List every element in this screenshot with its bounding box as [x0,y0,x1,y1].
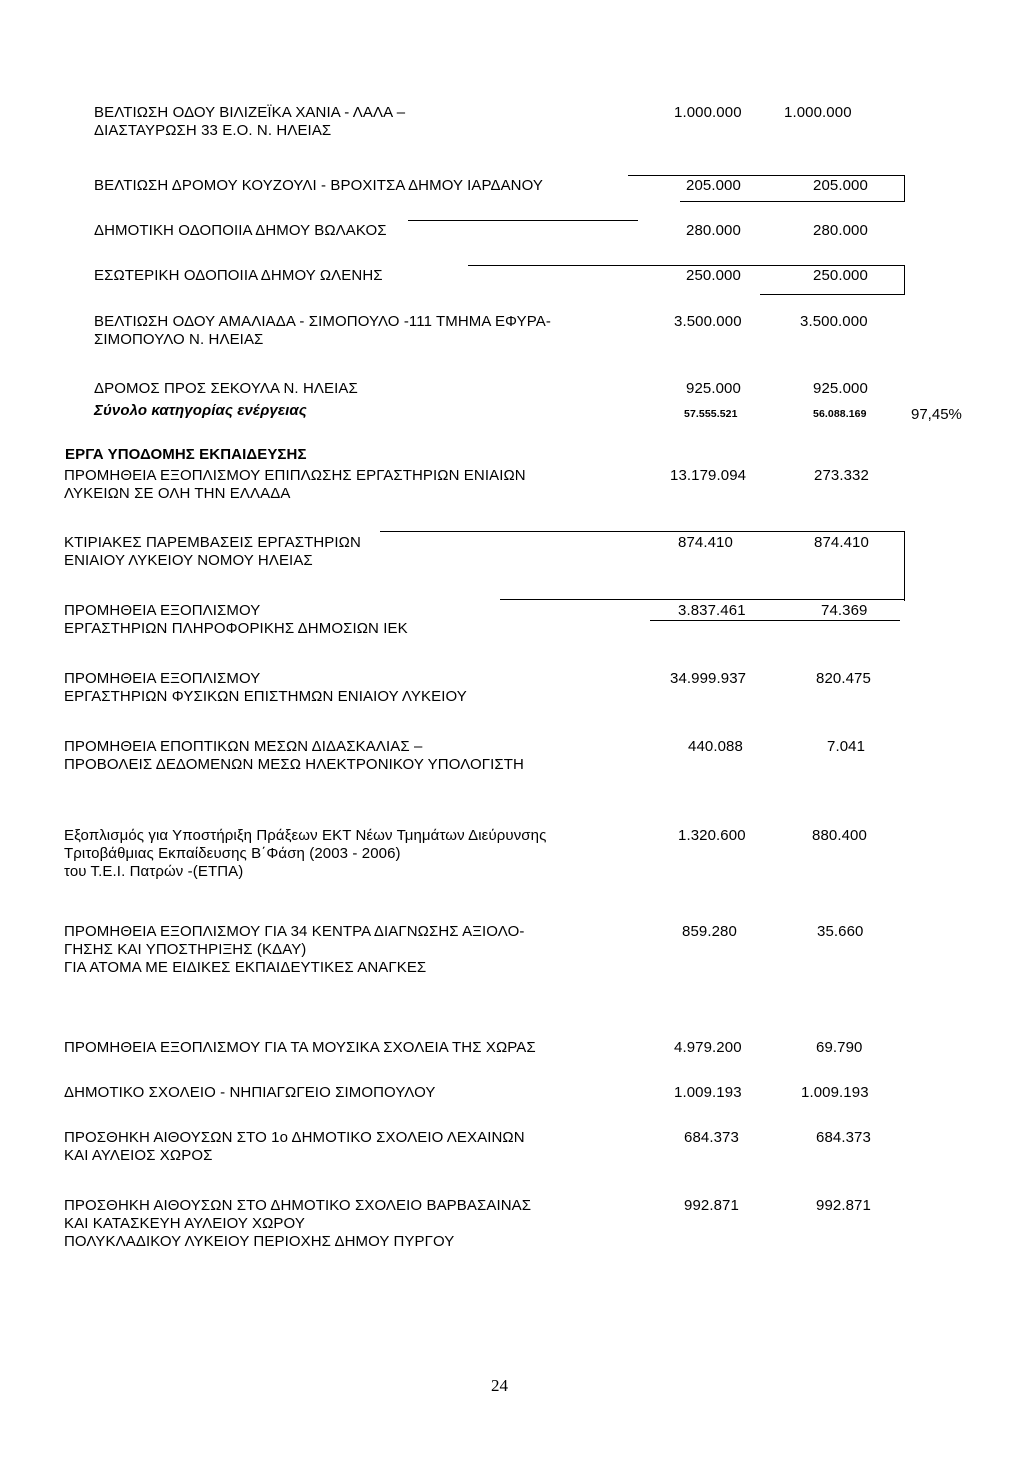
row-value-2: 1.000.000 [784,104,852,121]
row-description: ΒΕΛΤΙΩΣΗ ΟΔΟΥ ΒΙΛΙΖΕΪΚΑ ΧΑΝΙΑ - ΛΑΛΑ – ΔΙΑΣΤΑΥΡΩΣΗ 33 Ε.Ο. Ν. ΗΛΕΙΑΣ [94,104,406,139]
row-description: ΠΡΟΜΗΘΕΙΑ ΕΞΟΠΛΙΣΜΟΥ ΕΠΙΠΛΩΣΗΣ ΕΡΓΑΣΤΗΡΙΩΝ ΕΝΙΑΙΩΝ ΛΥΚΕΙΩΝ ΣΕ ΟΛΗ ΤΗΝ ΕΛΛΑΔΑ [64,467,526,502]
row-value-1: 1.000.000 [674,104,742,121]
row-value-2: 69.790 [816,1039,863,1056]
row-description: ΔΗΜΟΤΙΚΟ ΣΧΟΛΕΙΟ - ΝΗΠΙΑΓΩΓΕΙΟ ΣΙΜΟΠΟΥΛΟΥ [64,1084,436,1101]
total-value-1: 57.555.521 [684,408,738,420]
row-description: ΠΡΟΜΗΘΕΙΑ ΕΠΟΠΤΙΚΩΝ ΜΕΣΩΝ ΔΙΔΑΣΚΑΛΙΑΣ – ΠΡΟΒΟΛΕΙΣ ΔΕΔΟΜΕΝΩΝ ΜΕΣΩ ΗΛΕΚΤΡΟΝΙΚΟΥ ΥΠΟΛΟΓΙΣΤΗ [64,738,524,773]
row-description: ΕΣΩΤΕΡΙΚΗ ΟΔΟΠΟΙΙΑ ΔΗΜΟΥ ΩΛΕΝΗΣ [94,267,383,284]
row-value-2: 1.009.193 [801,1084,869,1101]
rule-line [904,265,905,295]
row-value-2: 205.000 [813,177,868,194]
rule-line [760,294,905,295]
row-value-2: 280.000 [813,222,868,239]
row-description: ΔΗΜΟΤΙΚΗ ΟΔΟΠΟΙΙΑ ΔΗΜΟΥ ΒΩΛΑΚΟΣ [94,222,387,239]
row-description: ΠΡΟΜΗΘΕΙΑ ΕΞΟΠΛΙΣΜΟΥ ΕΡΓΑΣΤΗΡΙΩΝ ΠΛΗΡΟΦΟΡΙΚΗΣ ΔΗΜΟΣΙΩΝ ΙΕΚ [64,602,408,637]
rule-line [650,620,900,621]
row-value-1: 4.979.200 [674,1039,742,1056]
rule-line [380,531,905,532]
row-value-1: 1.009.193 [674,1084,742,1101]
row-value-2: 273.332 [814,467,869,484]
row-value-1: 874.410 [678,534,733,551]
row-value-2: 684.373 [816,1129,871,1146]
row-value-2: 250.000 [813,267,868,284]
row-value-2: 3.500.000 [800,313,868,330]
rule-line [628,175,905,176]
row-value-1: 3.500.000 [674,313,742,330]
row-description: Εξοπλισμός για Υποστήριξη Πράξεων ΕΚΤ Νέων Τμημάτων Διεύρυνσης Τριτοβάθμιας Εκπαίδευσης Β΄Φάση (2003 - 2006) του Τ.Ε.Ι. Πατρών -(ΕΤΠΑ) [64,827,547,880]
rule-line [500,599,905,600]
category-percentage: 97,45% [911,406,962,423]
row-description: ΠΡΟΜΗΘΕΙΑ ΕΞΟΠΛΙΣΜΟΥ ΓΙΑ ΤΑ ΜΟΥΣΙΚΑ ΣΧΟΛΕΙΑ ΤΗΣ ΧΩΡΑΣ [64,1039,536,1056]
row-value-1: 992.871 [684,1197,739,1214]
row-value-1: 280.000 [686,222,741,239]
row-value-1: 1.320.600 [678,827,746,844]
total-value-2: 56.088.169 [813,408,867,420]
row-value-1: 13.179.094 [670,467,747,484]
row-value-2: 7.041 [827,738,866,755]
row-value-2: 992.871 [816,1197,871,1214]
row-value-1: 684.373 [684,1129,739,1146]
row-description: ΠΡΟΣΘΗΚΗ ΑΙΘΟΥΣΩΝ ΣΤΟ ΔΗΜΟΤΙΚΟ ΣΧΟΛΕΙΟ ΒΑΡΒΑΣΑΙΝΑΣ ΚΑΙ ΚΑΤΑΣΚΕΥΗ ΑΥΛΕΙΟΥ ΧΩΡΟΥ ΠΟΛΥΚΛΑΔΙΚΟΥ ΛΥΚΕΙΟΥ ΠΕΡΙΟΧΗΣ ΔΗΜΟΥ ΠΥΡΓΟΥ [64,1197,532,1250]
row-value-2: 874.410 [814,534,869,551]
rule-line [904,175,905,202]
row-value-1: 859.280 [682,923,737,940]
row-value-2: 820.475 [816,670,871,687]
row-description: ΠΡΟΜΗΘΕΙΑ ΕΞΟΠΛΙΣΜΟΥ ΓΙΑ 34 ΚΕΝΤΡΑ ΔΙΑΓΝΩΣΗΣ ΑΞΙΟΛΟ- ΓΗΣΗΣ ΚΑΙ ΥΠΟΣΤΗΡΙΞΗΣ (ΚΔΑΥ) ΓΙΑ ΑΤΟΜΑ ΜΕ ΕΙΔΙΚΕΣ ΕΚΠΑΙΔΕΥΤΙΚΕΣ ΑΝΑΓΚΕΣ [64,923,525,976]
row-value-1: 3.837.461 [678,602,746,619]
row-value-1: 250.000 [686,267,741,284]
row-value-1: 925.000 [686,380,741,397]
row-description: ΠΡΟΜΗΘΕΙΑ ΕΞΟΠΛΙΣΜΟΥ ΕΡΓΑΣΤΗΡΙΩΝ ΦΥΣΙΚΩΝ ΕΠΙΣΤΗΜΩΝ ΕΝΙΑΙΟΥ ΛΥΚΕΙΟΥ [64,670,467,705]
row-description: ΒΕΛΤΙΩΣΗ ΔΡΟΜΟΥ ΚΟΥΖΟΥΛΙ - ΒΡΟΧΙΤΣΑ ΔΗΜΟΥ ΙΑΡΔΑΝΟΥ [94,177,544,194]
row-description: ΠΡΟΣΘΗΚΗ ΑΙΘΟΥΣΩΝ ΣΤΟ 1ο ΔΗΜΟΤΙΚΟ ΣΧΟΛΕΙΟ ΛΕΧΑΙΝΩΝ ΚΑΙ ΑΥΛΕΙΟΣ ΧΩΡΟΣ [64,1129,525,1164]
row-value-2: 74.369 [821,602,868,619]
rule-line [904,531,905,601]
rule-line [408,220,638,221]
row-value-1: 205.000 [686,177,741,194]
section-heading-text: ΕΡΓΑ ΥΠΟΔΟΜΗΣ ΕΚΠΑΙΔΕΥΣΗΣ [65,446,307,463]
row-description: ΚΤΙΡΙΑΚΕΣ ΠΑΡΕΜΒΑΣΕΙΣ ΕΡΓΑΣΤΗΡΙΩΝ ΕΝΙΑΙΟΥ ΛΥΚΕΙΟΥ ΝΟΜΟΥ ΗΛΕΙΑΣ [64,534,361,569]
row-description: ΔΡΟΜΟΣ ΠΡΟΣ ΣΕΚΟΥΛΑ Ν. ΗΛΕΙΑΣ [94,380,358,397]
rule-line [468,265,905,266]
page-number: 24 [491,1376,508,1395]
row-value-1: 440.088 [688,738,743,755]
row-value-2: 925.000 [813,380,868,397]
row-description: ΒΕΛΤΙΩΣΗ ΟΔΟΥ ΑΜΑΛΙΑΔΑ - ΣΙΜΟΠΟΥΛΟ -111 ΤΜΗΜΑ ΕΦΥΡΑ- ΣΙΜΟΠΟΥΛΟ Ν. ΗΛΕΙΑΣ [94,313,551,348]
rule-line [680,201,905,202]
row-value-1: 34.999.937 [670,670,747,687]
category-total-label: Σύνολο κατηγορίας ενέργειας [94,402,307,419]
row-value-2: 35.660 [817,923,864,940]
row-value-2: 880.400 [812,827,867,844]
